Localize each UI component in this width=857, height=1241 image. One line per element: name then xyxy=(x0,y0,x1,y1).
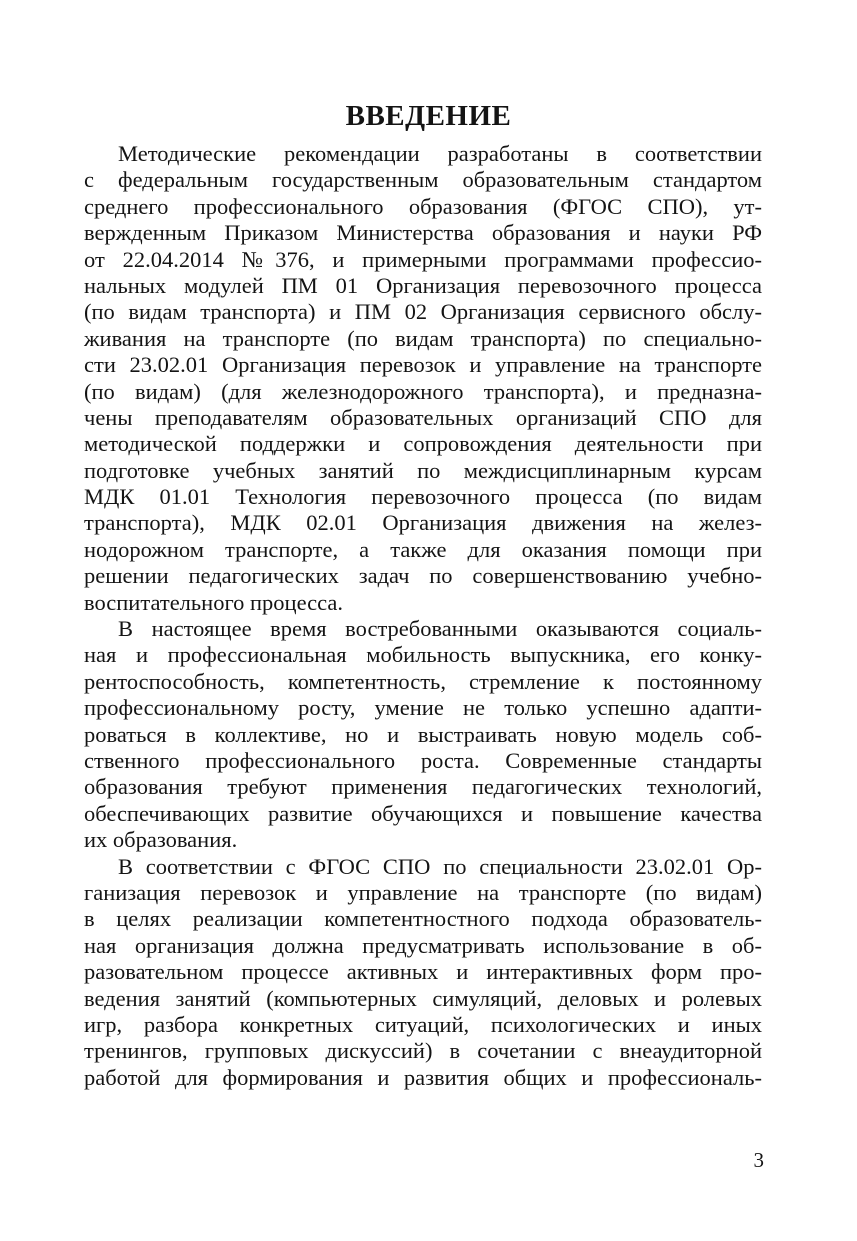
paragraph-1-line: нальных модулей ПМ 01 Организация перевозочного процесса xyxy=(84,272,762,298)
paragraph-1-line: воспитательного процесса. xyxy=(84,589,343,615)
paragraph-3-line: работой для формирования и развития общих и профессиональ- xyxy=(84,1064,762,1090)
paragraph-3-line: ная организация должна предусматривать использование в об- xyxy=(84,932,762,958)
paragraph-2-line: их образования. xyxy=(84,827,238,853)
paragraph-3-line: ведения занятий (компьютерных симуляций, деловых и ролевых xyxy=(84,985,762,1011)
paragraph-3-line: тренингов, групповых дискуссий) в сочетании с внеаудиторной xyxy=(84,1038,762,1064)
paragraph-1-line: чены преподавателям образовательных организаций СПО для xyxy=(84,404,762,430)
paragraph-2-line: ственного профессионального роста. Современные стандарты xyxy=(84,747,762,773)
paragraph-1-line: подготовке учебных занятий по междисциплинарным курсам xyxy=(84,457,762,483)
paragraph-3-line: игр, разбора конкретных ситуаций, психологических и иных xyxy=(84,1011,762,1037)
page-title: ВВЕДЕНИЕ xyxy=(345,100,512,132)
paragraph-2-line: рентоспособность, компетентность, стремление к постоянному xyxy=(84,668,762,694)
paragraph-1-line: транспорта), МДК 02.01 Организация движения на желез- xyxy=(84,510,762,536)
paragraph-1-line: нодорожном транспорте, а также для оказания помощи при xyxy=(84,536,762,562)
paragraph-2-line: ная и профессиональная мобильность выпускника, его конку- xyxy=(84,642,762,668)
paragraph-2-line: В настоящее время востребованными оказываются социаль- xyxy=(118,616,762,642)
paragraph-1-line: с федеральным государственным образовательным стандартом xyxy=(84,167,762,193)
paragraph-1-line: решении педагогических задач по совершенствованию учебно- xyxy=(84,563,762,589)
paragraph-1-line: среднего профессионального образования (ФГОС СПО), ут- xyxy=(84,193,762,219)
paragraph-1-line: методической поддержки и сопровождения деятельности при xyxy=(84,431,762,457)
paragraph-3-line: разовательном процессе активных и интерактивных форм про- xyxy=(84,959,762,985)
paragraph-2-line: обеспечивающих развитие обучающихся и повышение качества xyxy=(84,800,762,826)
paragraph-1-line: вержденным Приказом Министерства образования и науки РФ xyxy=(84,220,762,246)
paragraph-3-line: в целях реализации компетентностного подхода образователь- xyxy=(84,906,762,932)
paragraph-2-line: профессиональному росту, умение не только успешно адапти- xyxy=(84,695,762,721)
paragraph-1-line: живания на транспорте (по видам транспорта) по специально- xyxy=(84,325,762,351)
paragraph-1-line: МДК 01.01 Технология перевозочного процесса (по видам xyxy=(84,484,762,510)
paragraph-3-line: ганизация перевозок и управление на транспорте (по видам) xyxy=(84,879,762,905)
paragraph-1-line: сти 23.02.01 Организация перевозок и управление на транспорте xyxy=(84,352,762,378)
paragraph-1-line: (по видам транспорта) и ПМ 02 Организация сервисного обслу- xyxy=(84,299,762,325)
paragraph-1-line: от 22.04.2014 №376, и примерными программами профессио- xyxy=(84,246,762,272)
paragraph-1-line: Методические рекомендации разработаны в соответствии xyxy=(118,141,762,166)
page-number: 3 xyxy=(753,1148,764,1172)
paragraph-3-line: В соответствии с ФГОС СПО по специальности 23.02.01 Ор- xyxy=(118,853,762,879)
paragraph-2-line: образования требуют применения педагогических технологий, xyxy=(84,774,762,800)
paragraph-2-line: роваться в коллективе, но и выстраивать новую модель соб- xyxy=(84,721,762,747)
paragraph-1-line: (по видам) (для железнодорожного транспорта), и предназна- xyxy=(84,378,762,404)
body-text xyxy=(84,141,762,1091)
